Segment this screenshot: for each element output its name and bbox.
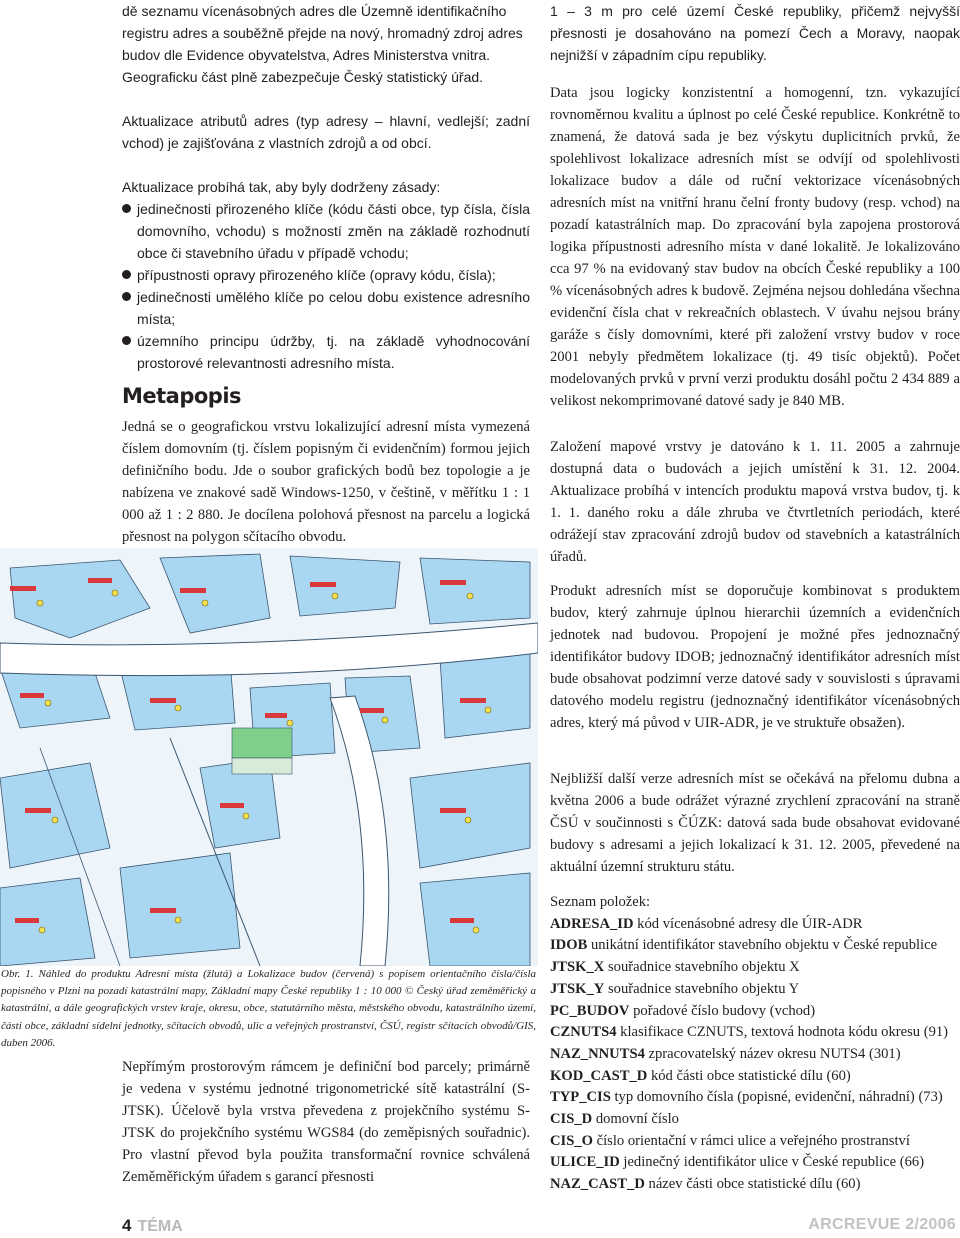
right-paragraph-2: Data jsou logicky konzistentní a homogenní, tzn. vykazující rovnoměrnou kvalitu a úplnost po celé České republice. Konkrétně to znamená, že datová sada je bez výskytu duplicitních prvků, že spolehlivost lokalizace adresních míst se odvíjí od spolehlivosti lokalizace budov a dále od ruční vektorizace vícenásobných adresních míst na vnitřní hranu čelní fronty budovy (resp. vchod) na pozadí katastrálních map. Do zpracování byla zapojena prostorová logika přípustnosti adresního místa v dané lokalitě. Je lokalizováno cca 97 % na evidovaný stav budov na obcích České republiky a 100 % vícenásobných adres k budově. Zejména nejsou dohledána všechna evidenční čísla chat v rekreačních oblastech. V úvahu nejsou brány garáže s čísly domovními, které při založení vrstvy budov v roce 2001 nebyly předmětem lokalizace (tj. 49 tisíc objektů). Počet modelovaných prvků v první verzi produktu dosáhl počtu 2 434 889 a velikost nekomprimované datové sady je 840 MB.: [550, 85, 960, 409]
metapopis-paragraph: Jedná se o geografickou vrstvu lokalizující adresní místa vymezená číslem domovním (tj. číslem popisným či evidenčním) formou jejich definičního bodu. Jde o soubor grafických bodů bez topologie a je nabízena ve znakové sadě Windows-1250, v češtině, v měřítku 1 : 1 000 až 1 : 2 880. Je docílena polohová přesnost na parcelu a logická přesnost na polygon sčítacího obvodu.: [122, 419, 530, 545]
right-paragraph-1: 1 – 3 m pro celé území České republiky, přičemž nejvyšší přesnosti je dosahováno na pomezí Čech a Moravy, naopak nejnižší v západním cípu republiky.: [550, 3, 960, 63]
field-list-item: CIS_O číslo orientační v rámci ulice a veřejného prostranství: [550, 1132, 910, 1149]
update-paragraph: Aktualizace atributů adres (typ adresy – hlavní, vedlejší; zadní vchod) je zajišťována z vlastních zdrojů a od obcí.: [122, 113, 530, 151]
field-list-item: CZNUTS4 klasifikace CZNUTS, textová hodnota kódu okresu (91): [550, 1024, 949, 1041]
field-list-title: Seznam položek:: [550, 894, 651, 910]
intro-text: [122, 0, 530, 374]
bullet-icon: [122, 270, 131, 279]
field-list-item: PC_BUDOV pořadové číslo budovy (vchod): [550, 1002, 816, 1019]
right-paragraph-5: Nejbližší další verze adresních míst se očekává na přelomu dubna a května 2006 a bude odrážet výrazné zrychlení zpracování na straně ČSÚ v součinnosti s ČÚZK: datová sada bude obsahovat evidované budovy s adresami a jejich lokalizací k 31. 12. 2005, převedené na aktuální územní strukturu státu.: [550, 771, 960, 875]
intro-line: budov dle Evidence obyvatelstva, Adres Ministerstva vnitra.: [122, 47, 491, 63]
field-list: [550, 892, 960, 1196]
right-paragraph-3: Založení mapové vrstvy je datováno k 1. 11. 2005 a zahrnuje dostupná data o budovách a jejich umístění k 31. 12. 2004. Aktualizace probíhá v intencích produktu mapová vrstva budov, tj. k 1. 1. daného roku a dále zhruba ve čtvrtletních periodách, které odrážejí stav zpracování zdrojů budov od stavebních a katastrálních úřadů.: [550, 439, 960, 565]
magazine-name: ARCREVUE 2/2006: [808, 1216, 956, 1233]
field-list-item: NAZ_NNUTS4 zpracovatelský název okresu NUTS4 (301): [550, 1045, 901, 1062]
intro-line: Geograficku část plně zabezpečuje Český statistický úřad.: [122, 69, 484, 85]
field-list-item: TYP_CIS typ domovního čísla (popisné, evidenční, náhradní) (73): [550, 1089, 943, 1106]
field-list-item: CIS_D domovní číslo: [550, 1111, 679, 1128]
intro-line: dě seznamu vícenásobných adres dle Územně identifikačního: [122, 3, 507, 19]
figure-caption: Obr. 1. Náhled do produktu Adresní místa (žlutá) a Lokalizace budov (červená) s popisem orientačního čísla/čísla popisného v Plzni na pozadí katastrální mapy, Základní mapy České republiky 1 : 10 000 © Český úřad zeměměřický a katastrální, a dále geografických vrstev kraje, okresu, obce, statutárního města, městského obvodu, katastrálního území, části obce, základní sídelní jednotky, sčítacích obvodů, ulic a veřejných prostranství, ČSÚ, registr sčítacích obvodů/GIS, duben 2006.: [1, 968, 536, 1049]
section-name: TÉMA: [137, 1218, 183, 1235]
right-paragraph-4: Produkt adresních míst se doporučuje kombinovat s produktem budov, který zahrnuje úplnou hierarchii územních a evidenčních jednotek nad budovou. Propojení je možné přes jednoznačný identifikátor budovy IDOB; jednoznačný identifikátor adresních míst bude obsahovat podzimní verze datové sady v souvislosti s úpravami datového modelu registru (jednoznačný identifikátor vícenásobných adres, který má původ v UIR-ADR, je ve struktuře obsažen).: [550, 583, 960, 731]
field-list-item: JTSK_Y souřadnice stavebního objektu Y: [550, 980, 800, 997]
field-list-item: IDOB unikátní identifikátor stavebního objektu v České republice: [550, 937, 938, 954]
principle-item: územního principu údržby, tj. na základě vyhodnocování prostorové relevantnosti adresního místa.: [122, 330, 530, 374]
field-list-item: ADRESA_ID kód vícenásobné adresy dle ÚIR-ADR: [550, 915, 863, 932]
field-list-item: KOD_CAST_D kód části obce statistické dílu (60): [550, 1067, 851, 1084]
principle-item: přípustnosti opravy přirozeného klíče (opravy kódu, čísla);: [122, 264, 530, 286]
principle-item: jedinečnosti umělého klíče po celou dobu existence adresního místa;: [122, 286, 530, 330]
field-list-item: ULICE_ID jedinečný identifikátor ulice v České republice (66): [550, 1154, 925, 1171]
bullet-icon: [122, 336, 131, 345]
principle-item: jedinečnosti přirozeného klíče (kódu části obce, typ čísla, čísla domovního, vchodu) s možností změn na základě rozhodnutí obce či stavebního úřadu v případě vchodu;: [122, 198, 530, 264]
page-footer-left: [122, 1216, 183, 1236]
cadastral-map: [0, 548, 538, 966]
map-figure: [0, 548, 538, 966]
bullet-icon: [122, 204, 131, 213]
section-heading-metapopis: Metapopis: [122, 384, 242, 408]
bullet-icon: [122, 292, 131, 301]
field-list-item: NAZ_CAST_D název části obce statistické dílu (60): [550, 1176, 861, 1193]
principles-intro: Aktualizace probíhá tak, aby byly dodrženy zásady:: [122, 179, 441, 195]
field-list-item: JTSK_X souřadnice stavebního objektu X: [550, 959, 800, 976]
bottom-left-paragraph: Nepřímým prostorovým rámcem je definiční bod parcely; primárně je vedena v systému jednotné trigonometrické sítě katastrální (S-JTSK). Účelově byla vrstva převedena z projekčního systému S-JTSK do projekčního systému WGS84 (do zeměpisných souřadnic). Pro vlastní převod byla použita transformační rovnice schválená Zeměměřickým úřadem s garancí přesnosti: [122, 1059, 530, 1185]
page-number: 4: [122, 1216, 132, 1235]
intro-line: registru adres a souběžně přejde na nový, hromadný zdroj adres: [122, 25, 523, 41]
